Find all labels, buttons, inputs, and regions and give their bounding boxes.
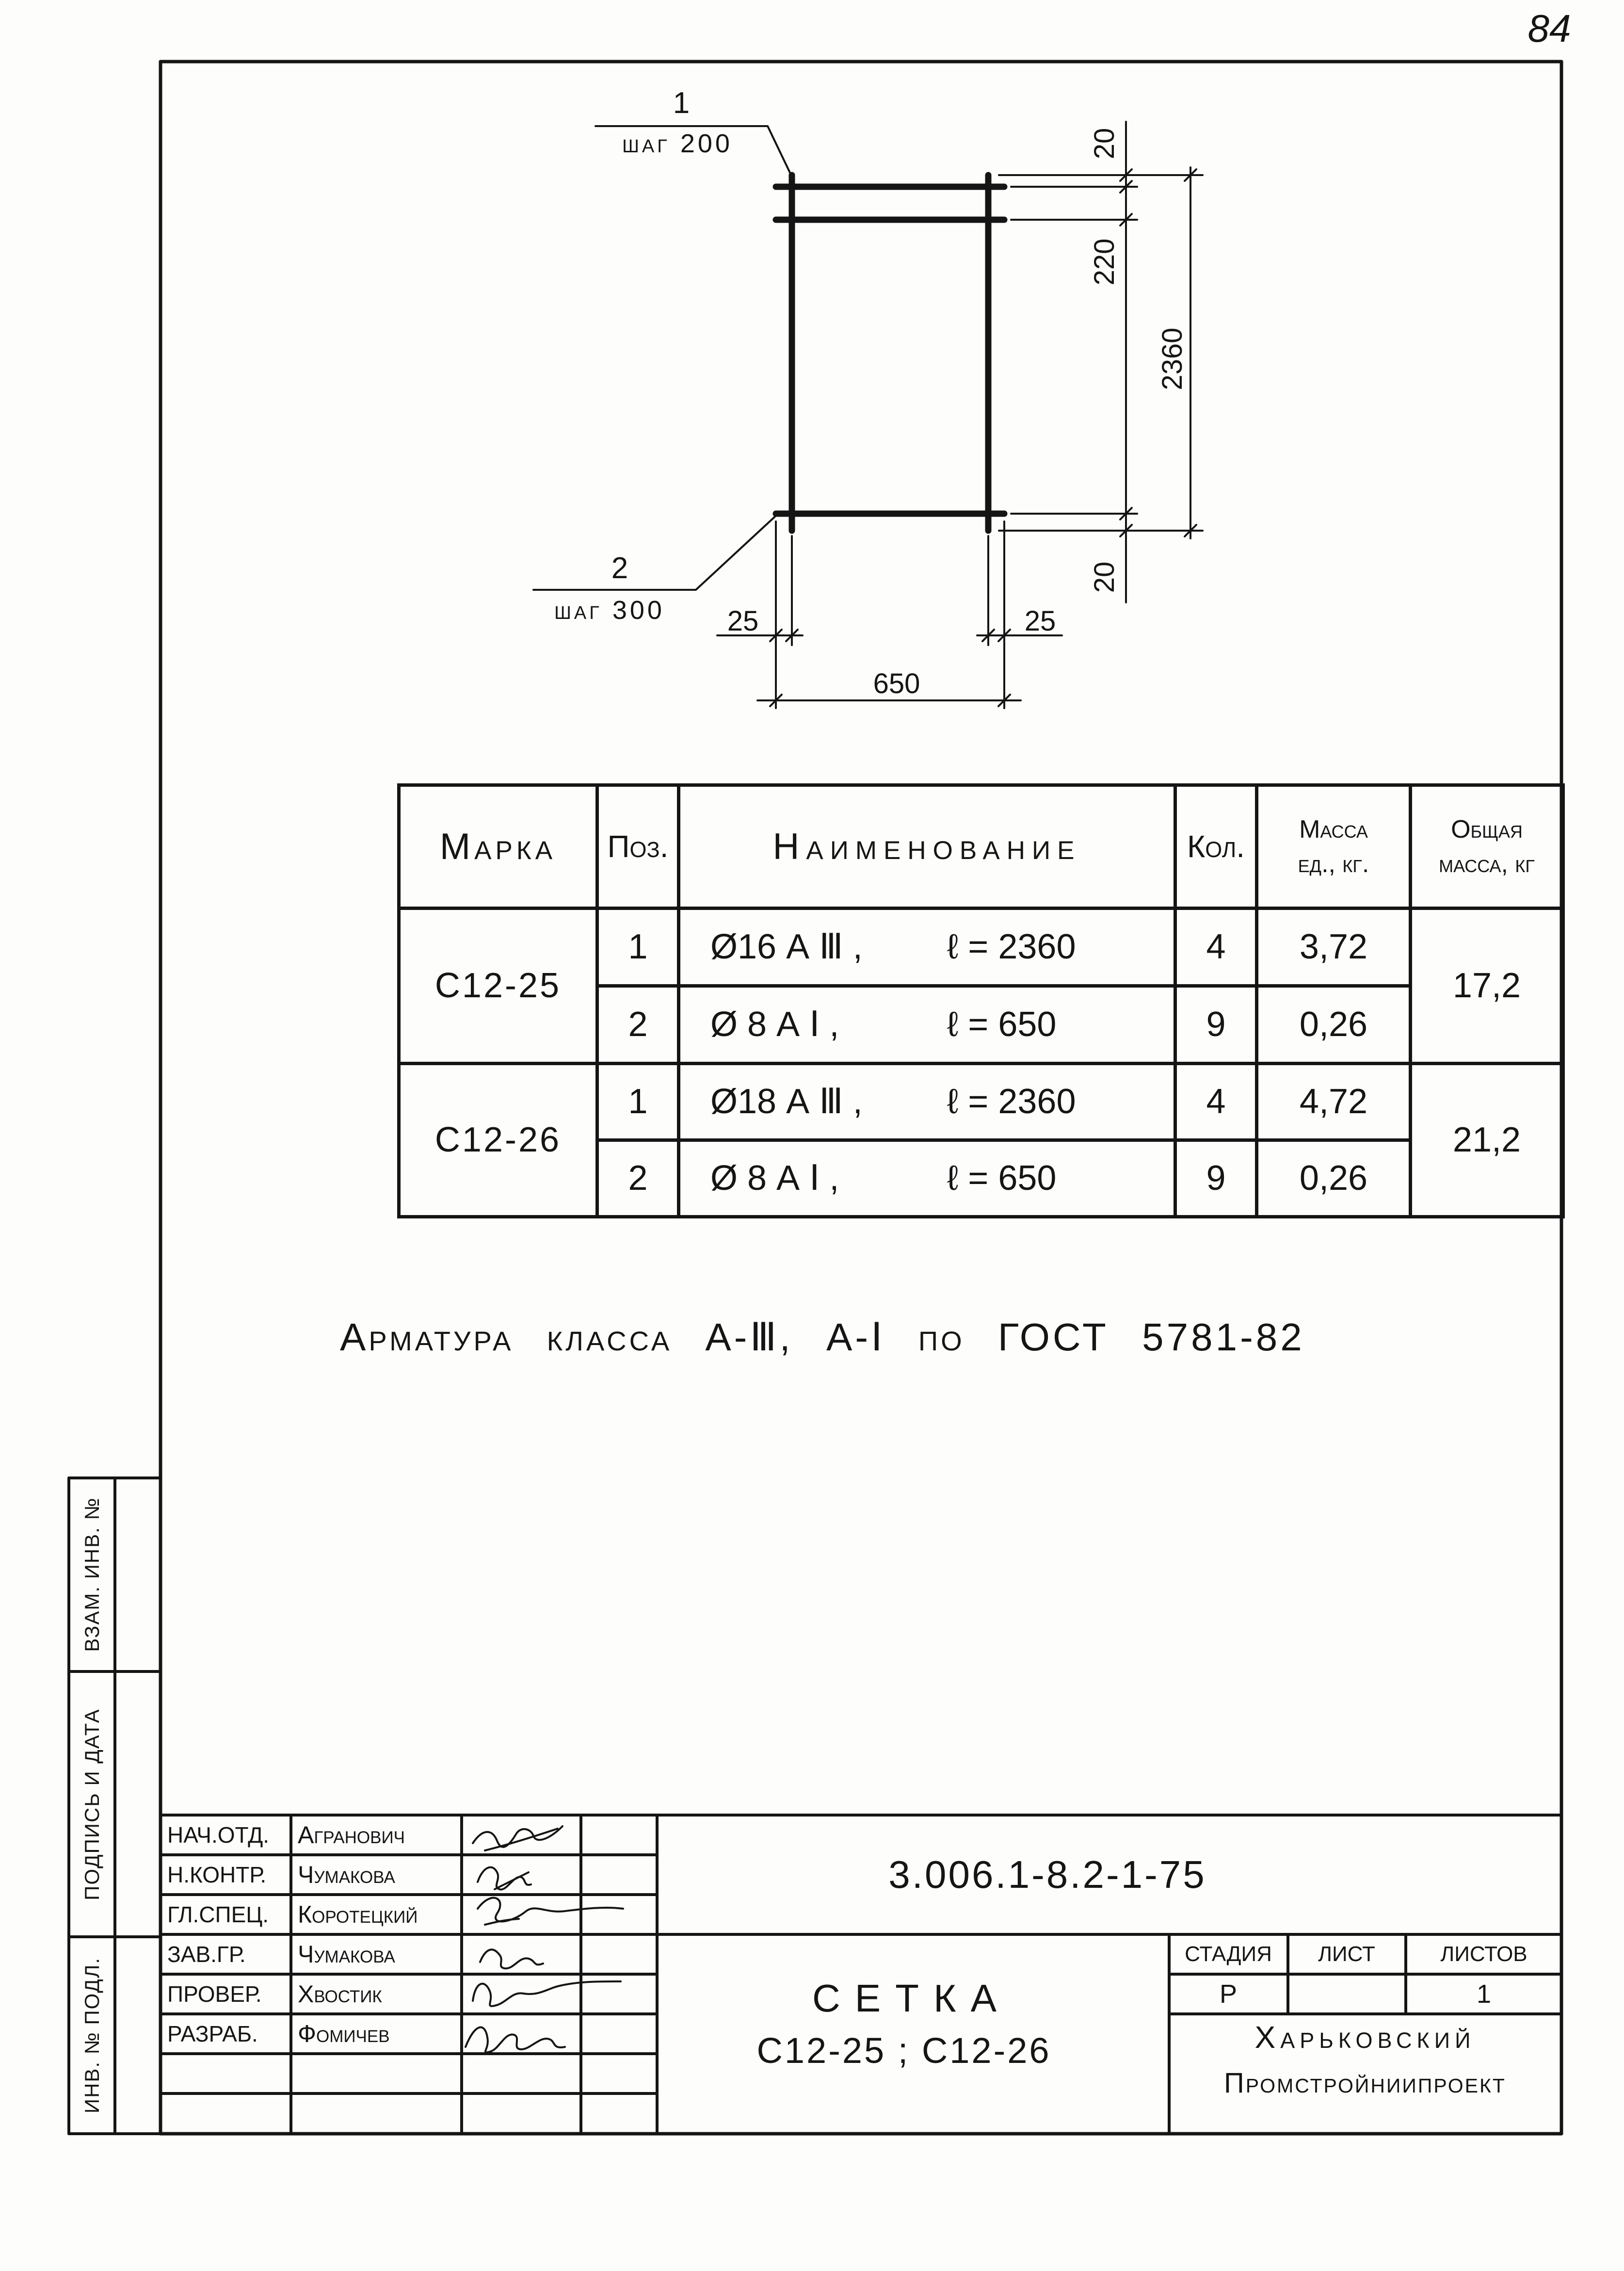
bar-spec: Ø 8 А Ⅰ , [710, 1158, 839, 1198]
organization-line1: Харьковский [1254, 2020, 1476, 2055]
dim-bar-spacing: 220 [1089, 238, 1120, 286]
stage-value: Р [1219, 1979, 1238, 2009]
bar-length: ℓ = 2360 [947, 927, 1076, 966]
dimension-ticks [770, 169, 1196, 706]
bar-spec: Ø 8 А Ⅰ , [710, 1005, 839, 1044]
signatory-role: Н.КОНТР. [167, 1862, 267, 1887]
signatory-role: НАЧ.ОТД. [167, 1822, 270, 1848]
stamp-replacement-inv: ВЗАМ. ИНВ. № [80, 1497, 103, 1652]
header-mark: Марка [399, 785, 597, 908]
stage-label: СТАДИЯ [1185, 1942, 1272, 1966]
signature-head-of-department [473, 1826, 563, 1850]
signatory-name: Фомичев [298, 2020, 390, 2047]
dim-top-end: 20 [1089, 128, 1120, 160]
header-quantity: Кол. [1175, 785, 1257, 908]
header-name: Наименование [679, 785, 1175, 908]
quantity-cell: 4 [1175, 1064, 1257, 1140]
header-total-mass-line1: Общая [1451, 815, 1523, 844]
sheets-label: ЛИСТОВ [1440, 1942, 1528, 1966]
bar-length: ℓ = 2360 [947, 1082, 1076, 1121]
signature-group-head [480, 1949, 543, 1968]
dim-left-end: 25 [727, 605, 759, 637]
spec-header-row [399, 785, 1563, 908]
signatory-name: Чумакова [298, 1941, 395, 1968]
header-unit-mass-line2: ед., кг. [1298, 849, 1369, 878]
unit-mass-cell: 4,72 [1257, 1064, 1411, 1140]
signatory-name: Чумакова [298, 1861, 395, 1888]
callout-2-step: шаг 300 [554, 596, 665, 625]
signatory-name: Агранович [298, 1821, 405, 1849]
table-row [399, 1064, 1563, 1140]
quantity-cell: 4 [1175, 908, 1257, 986]
callout-1-position: 1 [673, 86, 690, 120]
mark-cell: С12-25 [399, 908, 597, 1064]
position-cell: 2 [597, 1140, 679, 1217]
signature-checker [473, 1981, 621, 2006]
leader-line-2 [533, 512, 780, 590]
bar-spec: Ø16 А Ⅲ , [710, 927, 863, 966]
signatory-name: Хвостик [298, 1980, 382, 2008]
position-cell: 1 [597, 1064, 679, 1140]
header-position: Поз. [597, 785, 679, 908]
sheet-label: ЛИСТ [1318, 1942, 1375, 1966]
header-total-mass [1411, 785, 1563, 908]
total-mass-cell: 17,2 [1411, 908, 1563, 1064]
dim-bottom-end: 20 [1089, 561, 1120, 593]
signatory-role: ПРОВЕР. [167, 1981, 262, 2007]
page-number: 84 [1528, 7, 1571, 50]
unit-mass-cell: 0,26 [1257, 1140, 1411, 1217]
document-designation: 3.006.1-8.2-1-75 [888, 1853, 1206, 1896]
signatures [466, 1826, 623, 2052]
document-title: СЕТКА [812, 1977, 1011, 2020]
dim-right-end: 25 [1024, 605, 1056, 637]
signatory-role: ЗАВ.ГР. [167, 1942, 246, 1967]
signatory-role: ГЛ.СПЕЦ. [167, 1902, 269, 1927]
unit-mass-cell: 3,72 [1257, 908, 1411, 986]
signatory-role: РАЗРАБ. [167, 2021, 258, 2046]
name-cell [679, 908, 1175, 986]
callout-1-step: шаг 200 [622, 129, 733, 158]
header-total-mass-line2: масса, кг [1439, 849, 1535, 878]
signature-norm-control [478, 1867, 531, 1890]
callout-2-position: 2 [611, 552, 628, 585]
name-cell [679, 1064, 1175, 1140]
signatory-name: Коротецкий [298, 1901, 418, 1928]
table-row [399, 908, 1563, 986]
stamp-original-inv: ИНВ. № ПОДЛ. [80, 1957, 103, 2114]
dim-length: 2360 [1157, 327, 1188, 390]
organization-line2: Промстройниипроект [1224, 2067, 1506, 2099]
name-cell [679, 986, 1175, 1064]
unit-mass-cell: 0,26 [1257, 986, 1411, 1064]
reinforcement-note: Арматура класса А-Ⅲ, А-Ⅰ по ГОСТ 5781-82 [340, 1315, 1305, 1359]
header-unit-mass-line1: Масса [1299, 815, 1368, 844]
mesh-drawing [776, 175, 1004, 531]
quantity-cell: 9 [1175, 1140, 1257, 1217]
signature-developer [466, 2028, 565, 2053]
specification-table [397, 783, 1565, 1218]
document-subtitle: С12-25 ; С12-26 [756, 2030, 1051, 2071]
dim-width: 650 [873, 668, 920, 699]
quantity-cell: 9 [1175, 986, 1257, 1064]
mark-cell: С12-26 [399, 1064, 597, 1217]
name-cell [679, 1140, 1175, 1217]
position-cell: 1 [597, 908, 679, 986]
sheets-value: 1 [1476, 1979, 1492, 2009]
bar-length: ℓ = 650 [947, 1005, 1057, 1044]
signature-chief-specialist [478, 1898, 623, 1925]
bar-spec: Ø18 А Ⅲ , [710, 1082, 863, 1121]
total-mass-cell: 21,2 [1411, 1064, 1563, 1217]
header-unit-mass [1257, 785, 1411, 908]
position-cell: 2 [597, 986, 679, 1064]
stamp-signature-date: ПОДПИСЬ И ДАТА [80, 1708, 103, 1900]
bar-length: ℓ = 650 [947, 1158, 1057, 1198]
